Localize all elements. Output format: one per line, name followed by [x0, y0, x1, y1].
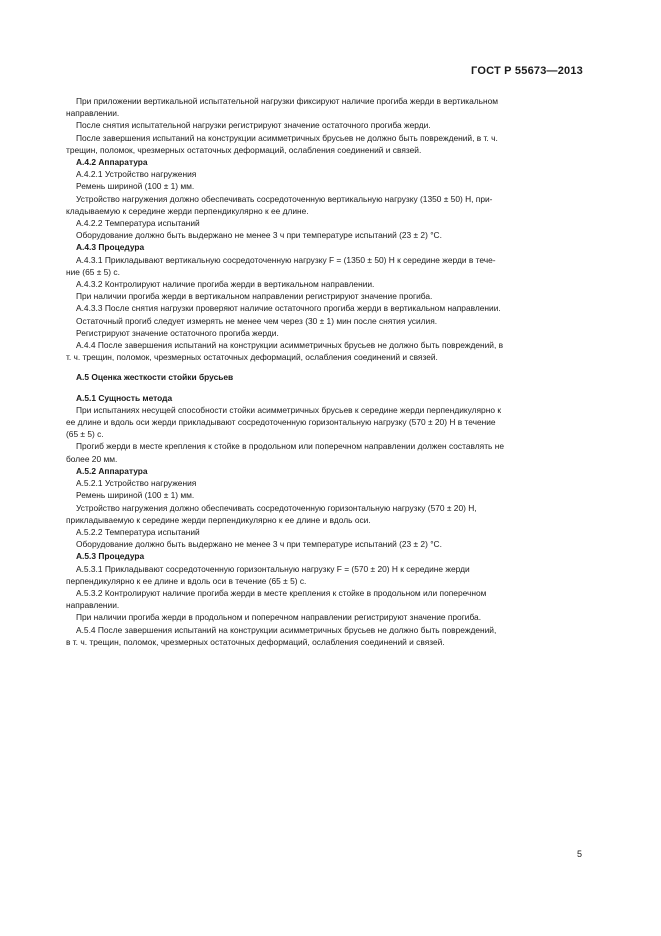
text-line: направлении. — [66, 600, 120, 611]
text-line: прикладываемую к середине жерди перпендикулярно к ее длине и вдоль оси. — [66, 514, 371, 525]
text-line: При испытаниях несущей способности стойки асимметричных брусьев к середине жерди перпендикулярно к — [76, 404, 501, 415]
page-number: 5 — [577, 849, 583, 859]
section-heading: А.4.3 Процедура — [76, 242, 145, 253]
text-line: После завершения испытаний на конструкции асимметричных брусьев не должно быть повреждений, в т. ч. — [76, 132, 498, 143]
paragraph-gap — [76, 384, 583, 392]
paragraph-gap — [76, 363, 583, 371]
text-line: После снятия испытательной нагрузки регистрируют значение остаточного прогиба жерди. — [76, 120, 431, 131]
text-line: т. ч. трещин, поломок, чрезмерных остаточных деформаций, ослабления соединений и связей. — [66, 352, 438, 363]
text-line: Прогиб жерди в месте крепления к стойке в продольном или поперечном направлении должен составлять не — [76, 441, 504, 452]
text-line: Устройство нагружения должно обеспечивать сосредоточенную горизонтальную нагрузку (570 ± 20) Н, — [76, 502, 477, 513]
text-line: А.5.3.2 Контролируют наличие прогиба жерди в месте крепления к стойке в продольном или поперечном — [76, 587, 487, 598]
text-line: А.5.4 После завершения испытаний на конструкции асимметричных брусьев не должно быть повреждений, — [76, 624, 497, 635]
section-heading: А.5.1 Сущность метода — [76, 392, 173, 403]
text-line: А.4.2.1 Устройство нагружения — [76, 169, 197, 180]
text-line: в т. ч. трещин, поломок, чрезмерных остаточных деформаций, ослабления соединений и связей. — [66, 636, 445, 647]
text-line: А.4.3.1 Прикладывают вертикальную сосредоточенную нагрузку F = (1350 ± 50) Н к середине жерди в тече- — [76, 254, 496, 265]
section-heading: А.4.2 Аппаратура — [76, 157, 148, 168]
text-line: А.4.3.3 После снятия нагрузки проверяют наличие остаточного прогиба жерди в вертикальном направлении. — [76, 303, 501, 314]
section-heading: А.5.2 Аппаратура — [76, 465, 148, 476]
text-line: Остаточный прогиб следует измерять не менее чем через (30 ± 1) мин после снятия усилия. — [76, 315, 438, 326]
text-line: Регистрируют значение остаточного прогиба жерди. — [76, 327, 279, 338]
text-line: (65 ± 5) с. — [66, 429, 104, 440]
text-line: направлении. — [66, 108, 120, 119]
text-line: перпендикулярно к ее длине и вдоль оси в течение (65 ± 5) с. — [66, 575, 307, 586]
text-line: Ремень шириной (100 ± 1) мм. — [76, 181, 195, 192]
text-line: ее длине и вдоль оси жерди прикладывают сосредоточенную горизонтальную нагрузку (570 ± 20) Н в течение — [66, 417, 496, 428]
text-line: А.5.3.1 Прикладывают сосредоточенную горизонтальную нагрузку F = (570 ± 20) Н к середине жерди — [76, 563, 470, 574]
text-line: При наличии прогиба жерди в продольном и поперечном направлении регистрируют значение прогиба. — [76, 612, 482, 623]
text-line: При приложении вертикальной испытательной нагрузки фиксируют наличие прогиба жерди в вертикальном — [76, 96, 499, 106]
text-line: ние (65 ± 5) с. — [66, 266, 120, 277]
text-line: А.4.4 После завершения испытаний на конструкции асимметричных брусьев не должно быть повреждений, в — [76, 340, 504, 351]
text-line: При наличии прогиба жерди в вертикальном направлении регистрируют значение прогиба. — [76, 291, 433, 302]
text-line: А.5.2.1 Устройство нагружения — [76, 478, 197, 489]
section-heading: А.5 Оценка жесткости стойки брусьев — [76, 372, 234, 383]
text-line: Оборудование должно быть выдержано не менее 3 ч при температуре испытаний (23 ± 2) °С. — [76, 539, 442, 550]
text-line: кладываемую к середине жерди перпендикулярно к ее длине. — [66, 205, 309, 216]
text-line: А.4.3.2 Контролируют наличие прогиба жерди в вертикальном направлении. — [76, 279, 375, 290]
text-line: более 20 мм. — [66, 453, 118, 464]
text-line: Ремень шириной (100 ± 1) мм. — [76, 490, 195, 501]
document-header: ГОСТ Р 55673—2013 — [471, 65, 583, 77]
text-line: А.4.2.2 Температура испытаний — [76, 218, 200, 229]
section-heading: А.5.3 Процедура — [76, 551, 145, 562]
text-line: Оборудование должно быть выдержано не менее 3 ч при температуре испытаний (23 ± 2) °С. — [76, 230, 442, 241]
text-line: Устройство нагружения должно обеспечивать сосредоточенную вертикальную нагрузку (1350 ± 50) Н, при- — [76, 193, 493, 204]
text-line: трещин, поломок, чрезмерных остаточных деформаций, ослабления соединений и связей. — [66, 144, 422, 155]
text-line: А.5.2.2 Температура испытаний — [76, 526, 200, 537]
document-body — [66, 95, 583, 648]
